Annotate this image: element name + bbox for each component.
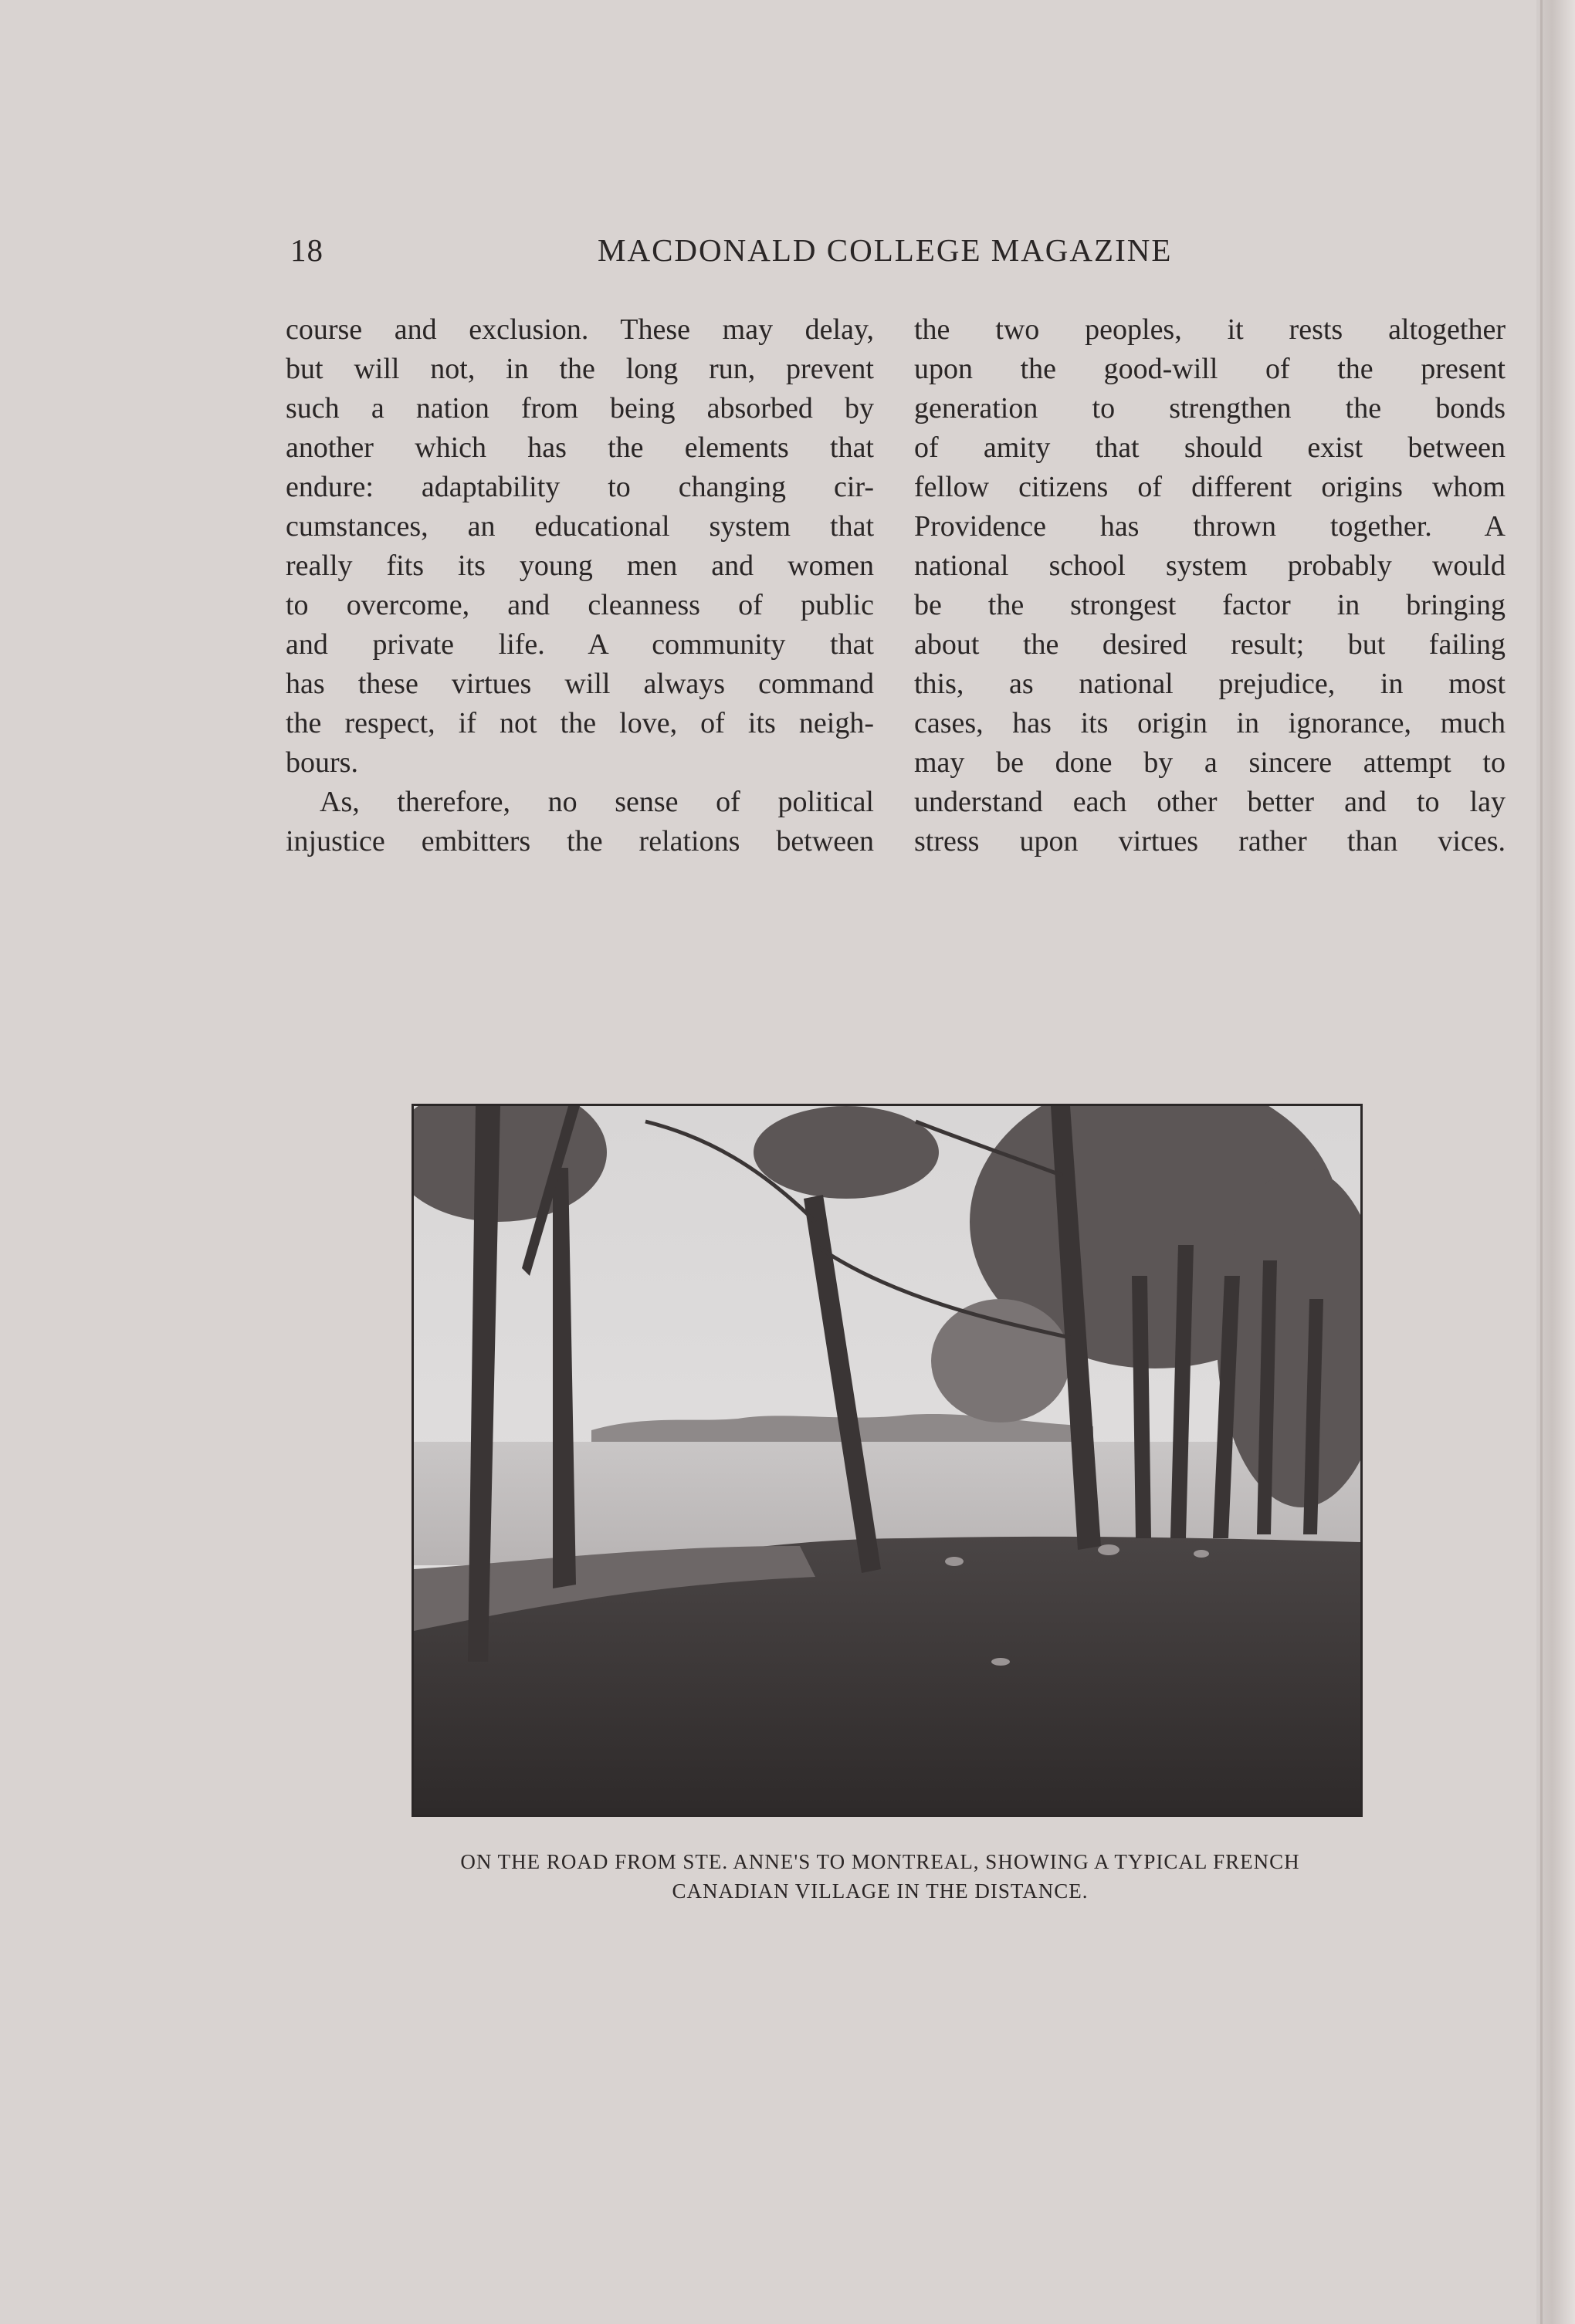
landscape-photo-illustration <box>414 1106 1360 1815</box>
right-line: national school system probably would <box>914 550 1506 582</box>
right-line: upon the good-will of the present <box>914 353 1506 385</box>
right-line: cases, has its origin in ignorance, much <box>914 707 1506 739</box>
right-column <box>914 310 1506 861</box>
left-line: to overcome, and cleanness of public <box>286 589 874 621</box>
left-line: endure: adaptability to changing cir- <box>286 471 874 503</box>
figure-caption <box>340 1847 1421 1906</box>
left-line: but will not, in the long run, prevent <box>286 353 874 385</box>
left-line: bours. <box>286 746 358 779</box>
left-line: such a nation from being absorbed by <box>286 392 874 425</box>
page-number: 18 <box>290 232 323 268</box>
left-line: has these virtues will always command <box>286 668 874 700</box>
halftone-photograph <box>412 1104 1363 1817</box>
running-title: MACDONALD COLLEGE MAGAZINE <box>598 232 1173 268</box>
left-line: As, therefore, no sense of political <box>320 786 874 818</box>
page-edge-line <box>1540 0 1543 2324</box>
left-line: and private life. A community that <box>286 628 874 661</box>
left-line: the respect, if not the love, of its neigh- <box>286 707 874 739</box>
right-line: generation to strengthen the bonds <box>914 392 1506 425</box>
right-line: about the desired result; but failing <box>914 628 1506 661</box>
caption-line: ON THE ROAD FROM STE. ANNE'S TO MONTREAL, SHOWING A TYPICAL FRENCH <box>460 1850 1300 1873</box>
left-line: course and exclusion. These may delay, <box>286 313 874 346</box>
left-line: really fits its young men and women <box>286 550 874 582</box>
right-line: stress upon virtues rather than vices. <box>914 825 1506 858</box>
caption-line: CANADIAN VILLAGE IN THE DISTANCE. <box>672 1879 1089 1903</box>
left-line: cumstances, an educational system that <box>286 510 874 543</box>
page-header <box>290 232 1201 270</box>
right-line: this, as national prejudice, in most <box>914 668 1506 700</box>
left-column <box>286 310 874 861</box>
right-line: may be done by a sincere attempt to <box>914 746 1506 779</box>
right-line: Providence has thrown together. A <box>914 510 1506 543</box>
right-line: understand each other better and to lay <box>914 786 1506 818</box>
left-line: another which has the elements that <box>286 431 874 464</box>
right-line: of amity that should exist between <box>914 431 1506 464</box>
right-line: the two peoples, it rests altogether <box>914 313 1506 346</box>
right-line: fellow citizens of different origins whom <box>914 471 1506 503</box>
right-line: be the strongest factor in bringing <box>914 589 1506 621</box>
left-line: injustice embitters the relations between <box>286 825 874 858</box>
